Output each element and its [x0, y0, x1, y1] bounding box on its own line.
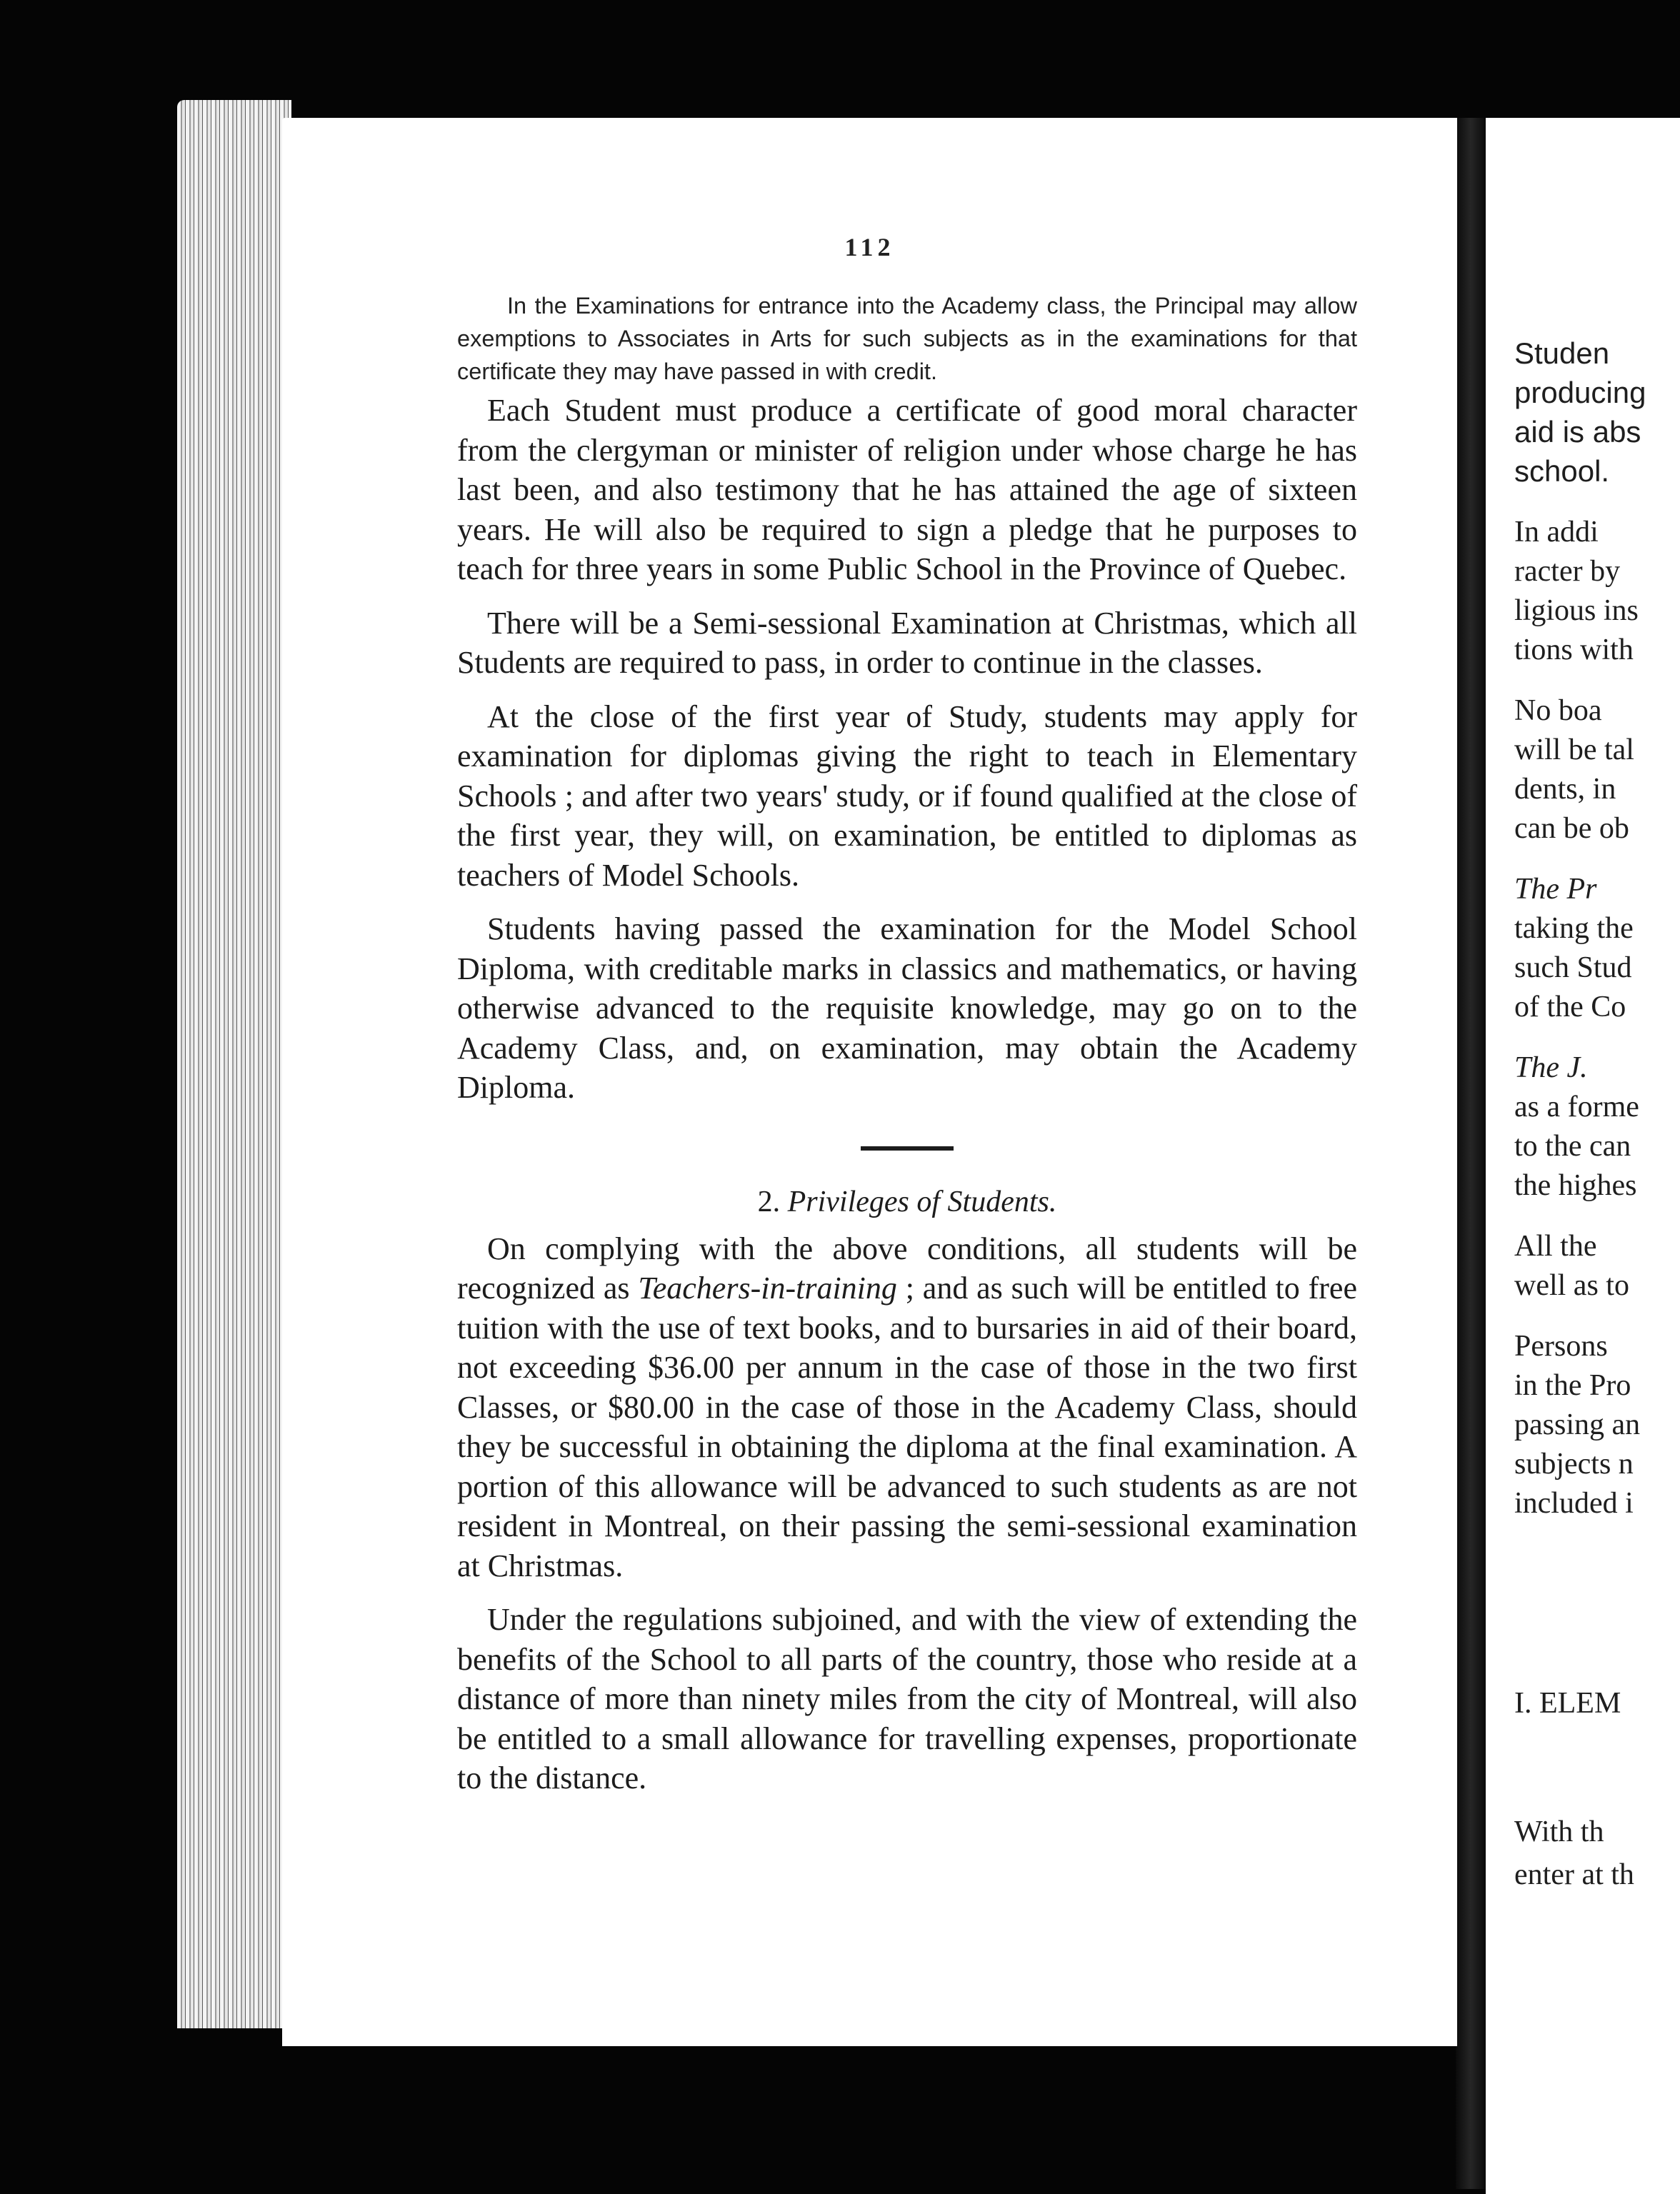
right-page-line: With th	[1514, 1815, 1604, 1848]
right-page-line: producing	[1514, 376, 1646, 409]
left-page	[282, 118, 1457, 2046]
paragraph-privileges	[457, 1229, 1357, 1586]
right-page-line: subjects n	[1514, 1448, 1634, 1481]
paragraph-semi-sessional: There will be a Semi-sessional Examination at Christmas, which all Students are required to pass, in order to continue in the classes.	[457, 605, 1357, 680]
right-page-line: taking the	[1514, 912, 1634, 945]
right-page-line: tions with	[1514, 633, 1634, 666]
privileges-text-end: ; and as such will be entitled to free tuition with the use of text books, and to bursaries in aid of their board, not exceeding $36.00 per annum in the case of those in the two first Classes, or $80.00 in the case of those in the Academy Class, should they be successful in obtaining the diploma at the final examination. A portion of this allowance will be advanced to such students as are not resident in Montreal, on their passing the semi-sessional examination at Christmas.	[457, 1271, 1357, 1583]
right-page-line: No boa	[1514, 694, 1602, 727]
entrance-exemption-note: In the Examinations for entrance into the Academy class, the Principal may allow exemptions to Associates in Arts for such subjects as in the examinations for that certificate they may have passed in with credit.	[457, 293, 1357, 384]
right-page-line: the highes	[1514, 1169, 1637, 1202]
right-page-line: well as to	[1514, 1269, 1629, 1302]
paragraph-academy-class: Students having passed the examination for the Model School Diploma, with creditable marks in classics and mathematics, or having otherwise advanced to the requisite knowledge, may go on to the Academy Class, and, on examination, may obtain the Academy Diploma.	[457, 911, 1357, 1105]
teachers-in-training-term: Teachers-in-training	[638, 1271, 897, 1306]
right-page-line: to the can	[1514, 1130, 1631, 1163]
right-page-partial	[1486, 118, 1680, 2194]
right-page-line: All the	[1514, 1230, 1597, 1263]
right-page-line: will be tal	[1514, 733, 1634, 766]
paragraph-travelling-allowance: Under the regulations subjoined, and with the view of extending the benefits of the School to all parts of the country, those who reside at a distance of more than ninety miles from the city of Montreal, will also be entitled to a small allowance for travelling expenses, proportionate to the distance.	[457, 1602, 1357, 1795]
right-page-line: racter by	[1514, 555, 1621, 588]
section-title: Privileges of Students.	[787, 1185, 1057, 1218]
right-page-line: The Pr	[1514, 873, 1597, 906]
right-page-line: Studen	[1514, 336, 1610, 370]
right-page-line: Persons	[1514, 1330, 1608, 1363]
right-page-line: ligious ins	[1514, 594, 1639, 627]
right-page-line: passing an	[1514, 1408, 1641, 1441]
left-page-text	[457, 289, 1357, 1813]
right-page-line: aid is abs	[1514, 415, 1641, 449]
right-page-line: dents, in	[1514, 773, 1616, 806]
privileges-text-start: On complying with the above conditions, all students will be recognized as	[457, 1231, 1357, 1306]
section-divider-rule	[861, 1146, 954, 1151]
section-number: 2.	[757, 1185, 781, 1218]
right-page-line: school.	[1514, 454, 1610, 488]
paragraph-certificate: Each Student must produce a certificate of good moral character from the clergyman or minister of religion under whose charge he has last been, and also testimony that he has attained the age of sixteen years. He will also be required to sign a pledge that he purposes to teach for three years in some Public School in the Province of Quebec.	[457, 393, 1357, 586]
right-page-line: included i	[1514, 1487, 1634, 1520]
right-page-line: as a forme	[1514, 1091, 1639, 1123]
right-page-line: of the Co	[1514, 991, 1626, 1023]
right-page-line: In addi	[1514, 516, 1599, 548]
right-page-line: such Stud	[1514, 951, 1632, 984]
section-heading-privileges	[457, 1185, 1357, 1219]
book-page-edges	[177, 100, 291, 2028]
paragraph-diplomas: At the close of the first year of Study, students may apply for examination for diplomas giving the right to teach in Elementary Schools ; and after two years' study, or if found qualified at the close of the first year, they will, on examination, be entitled to diplomas as teachers of Model Schools.	[457, 698, 1357, 893]
right-page-line: can be ob	[1514, 812, 1629, 845]
right-page-line: in the Pro	[1514, 1369, 1631, 1402]
right-page-line: The J.	[1514, 1051, 1588, 1084]
book-binding-gutter	[1456, 118, 1486, 2189]
page-number: 112	[844, 233, 895, 261]
right-page-line: enter at th	[1514, 1858, 1634, 1891]
right-page-heading: I. ELEM	[1514, 1687, 1621, 1720]
